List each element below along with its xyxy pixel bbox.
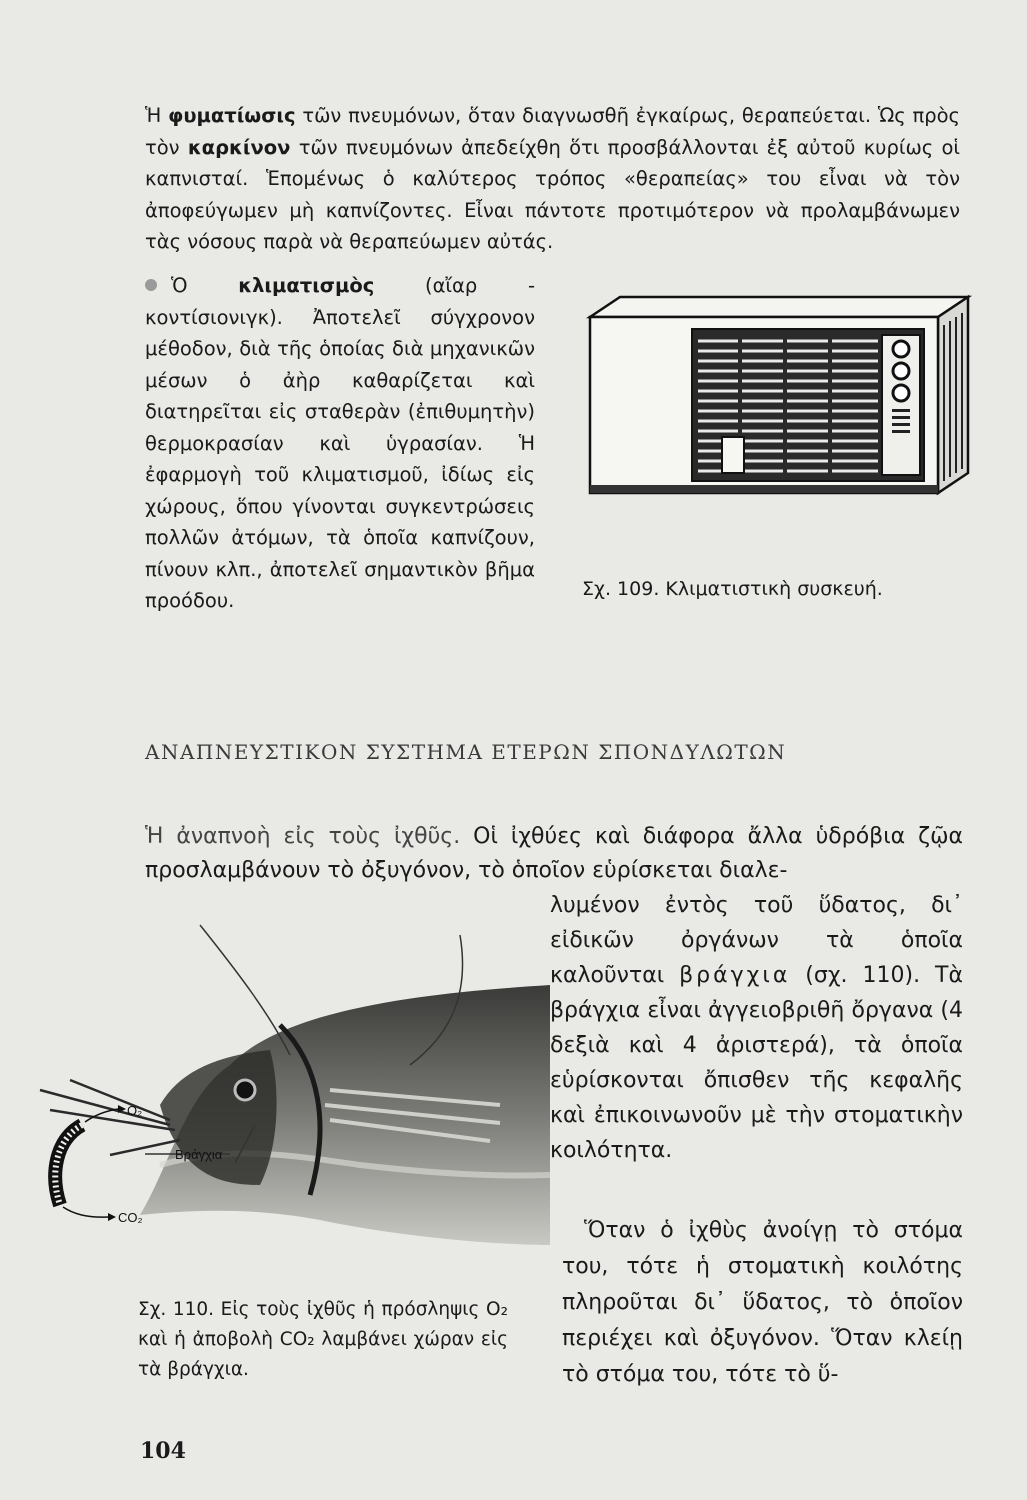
intro-mid: τῶν πνευμόνων, ὅταν διαγνωσθῆ ἐγκαίρως, θεραπεύεται. Ὡς πρὸς τὸν [145,104,960,159]
fish-breathing-paragraph [145,820,963,888]
fish-head-text: Οἱ ἰχθύες καὶ διάφορα ἄλλα ὑδρόβια ζῷα προσλαμβάνουν τὸ ὀξυγόνον, τὸ ὁποῖον εὑρίσκεται διαλε- [145,824,963,883]
intro-pre: Ἡ [145,104,169,127]
label-o2: O₂ [127,1103,143,1118]
label-co2: CO₂ [118,1210,143,1225]
climate-rest: (αἴαρ - κοντίσιονιγκ). Ἀποτελεῖ σύγχρονον μέθοδον, διὰ τῆς ὁποίας διὰ μηχανικῶν μέσων ὁ ἀὴρ καθαρίζεται καὶ διατηρεῖται εἰς σταθερὰν (ἐπιθυμητὴν) θερμοκρασίαν καὶ ὑγρασίαν. Ἡ ἐφαρμογὴ τοῦ κλιματισμοῦ, ἰδίως εἰς χώρους, ὅπου γίνονται συγκεντρώσεις πολλῶν ἀτόμων, τὰ ὁποῖα καπνίζουν, πίνουν κλπ., ἀποτελεῖ σημαντικὸν βῆμα προόδου. [145,274,535,612]
fish-gills-illustration [30,915,550,1287]
term-tuberculosis: φυματίωσις [168,104,296,127]
air-conditioning-paragraph [145,270,535,617]
fish-mouth-paragraph: Ὅταν ὁ ἰχθὺς ἀνοίγῃ τὸ στόμα του, τότε ἡ στοματικὴ κοιλότης πληροῦται δι᾽ ὕδατος, τὸ ὁποῖον περιέχει καὶ ὀξυγόνον. Ὅταν κλείῃ τὸ στόμα του, τότε τὸ ὕ- [562,1218,963,1387]
air-conditioner-illustration [580,285,975,570]
climate-pre: Ὁ [171,274,239,297]
fish-cont-pre: λυμένον ἐντὸς τοῦ ὕδατος, δι᾽ εἰδικῶν ὀργάνων τὰ ὁποῖα καλοῦνται [550,893,963,988]
fish-cont-post: (σχ. 110). Τὰ βράγχια εἶναι ἀγγειοβριθῆ ὄργανα (4 δεξιὰ καὶ 4 ἀριστερά), τὰ ὁποῖα εὑρίσκονται ὄπισθεν τῆς κεφαλῆς καὶ ἐπικοινωνοῦν μὲ τὴν στοματικὴν κοιλότητα. [550,963,963,1163]
term-gills: βράγχια [679,963,791,988]
label-gills: Βράγχια [175,1147,223,1162]
term-cancer: καρκίνον [187,135,291,159]
term-air-conditioning: κλιματισμὸς [238,274,375,297]
page-number: 104 [140,1438,186,1464]
fish-lead-title: Ἡ ἀναπνοὴ εἰς τοὺς ἰχθῦς. [145,824,461,849]
figure-109-caption: Σχ. 109. Κλιματιστικὴ συσκευή. [582,578,883,600]
section-heading: ΑΝΑΠΝΕΥΣΤΙΚΟΝ ΣΥΣΤΗΜΑ ΕΤΕΡΩΝ ΣΠΟΝΔΥΛΩΤΩΝ [145,740,787,764]
figure-110-caption: Σχ. 110. Εἰς τοὺς ἰχθῦς ἡ πρόσληψις O₂ καὶ ἡ ἀποβολὴ CO₂ λαμβάνει χώραν εἰς τὰ βράγχια. [138,1299,508,1380]
fish-breathing-continued [550,888,963,1168]
bullet-dot-icon [145,279,157,291]
intro-paragraph [145,100,960,258]
intro-rest: τῶν πνευμόνων ἀπεδείχθη ὅτι προσβάλλονται ἐξ αὐτοῦ κυρίως οἱ καπνισταί. Ἑπομένως ὁ καλύτερος τρόπος «θεραπείας» του εἶναι νὰ τὸν ἀποφεύγωμεν μὴ καπνίζοντες. Εἶναι πάντοτε προτιμότερον νὰ προλαμβάνωμεν τὰς νόσους παρὰ νὰ θεραπεύωμεν αὐτάς. [145,135,961,253]
